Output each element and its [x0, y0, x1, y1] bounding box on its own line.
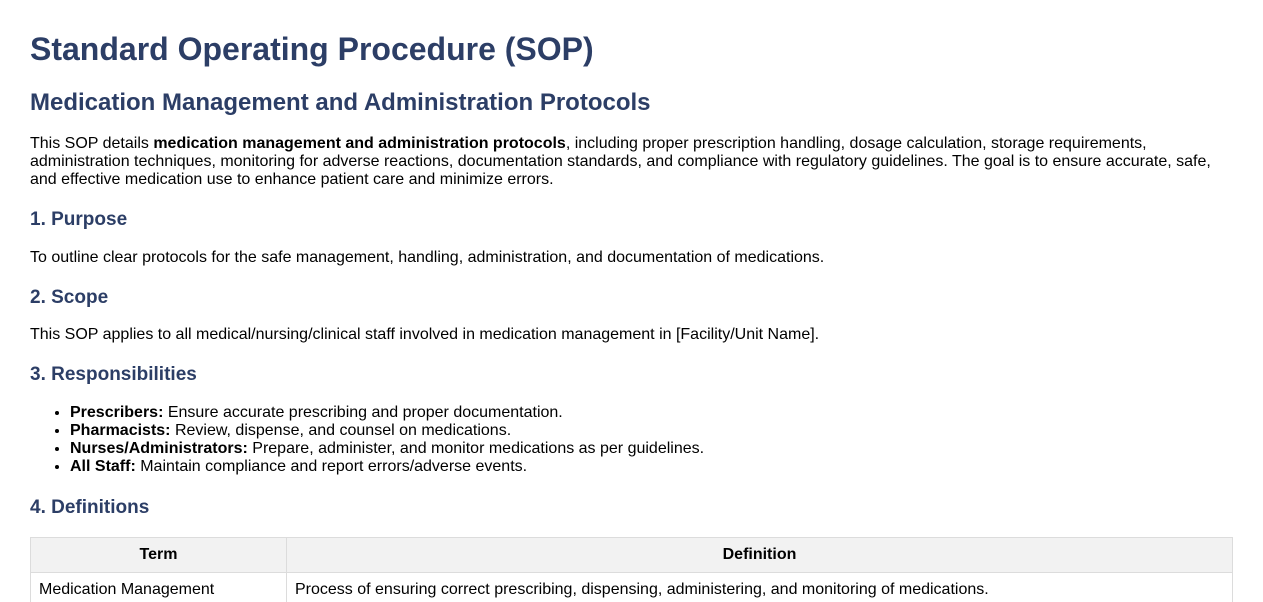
purpose-heading: 1. Purpose	[30, 209, 128, 230]
purpose-text: To outline clear protocols for the safe management, handling, administration, and documentation of medications.	[30, 249, 825, 266]
definition-cell: Process of ensuring correct prescribing, dispensing, administering, and monitoring of medications.	[287, 573, 1233, 602]
page-subtitle: Medication Management and Administration Protocols	[30, 89, 651, 116]
role-label: Prescribers:	[70, 404, 164, 421]
role-text: Review, dispense, and counsel on medications.	[170, 422, 512, 439]
role-label: All Staff:	[70, 458, 136, 475]
role-label: Nurses/Administrators:	[70, 440, 248, 457]
list-item	[70, 458, 1233, 476]
role-text: Ensure accurate prescribing and proper documentation.	[163, 404, 563, 421]
role-label: Pharmacists:	[70, 422, 171, 439]
page-title: Standard Operating Procedure (SOP)	[30, 31, 594, 67]
responsibilities-heading: 3. Responsibilities	[30, 364, 197, 385]
definitions-heading: 4. Definitions	[30, 497, 150, 518]
role-text: Maintain compliance and report errors/adverse events.	[135, 458, 528, 475]
scope-text: This SOP applies to all medical/nursing/clinical staff involved in medication management in [Facility/Unit Name].	[30, 326, 820, 343]
list-item	[70, 422, 1233, 440]
intro-suffix: , including proper prescription handling, dosage calculation, storage requirements, administration techniques, monitoring for adverse reactions, documentation standards, and compliance with regulatory guidelines. The goal is to ensure accurate, safe, and effective medication use to enhance patient care and minimize errors.	[30, 135, 1211, 188]
intro-bold: medication management and administration protocols	[153, 135, 566, 152]
column-header-definition: Definition	[287, 538, 1233, 573]
intro-paragraph	[30, 135, 1233, 189]
role-text: Prepare, administer, and monitor medications as per guidelines.	[247, 440, 705, 457]
list-item	[70, 404, 1233, 422]
table-row	[31, 573, 1233, 602]
list-item	[70, 440, 1233, 458]
definitions-table	[30, 537, 1233, 602]
intro-prefix: This SOP details	[30, 135, 154, 152]
table-header-row	[31, 538, 1233, 573]
responsibilities-list	[30, 404, 1233, 476]
term-cell: Medication Management	[31, 573, 287, 602]
scope-heading: 2. Scope	[30, 287, 109, 308]
column-header-term: Term	[31, 538, 287, 573]
